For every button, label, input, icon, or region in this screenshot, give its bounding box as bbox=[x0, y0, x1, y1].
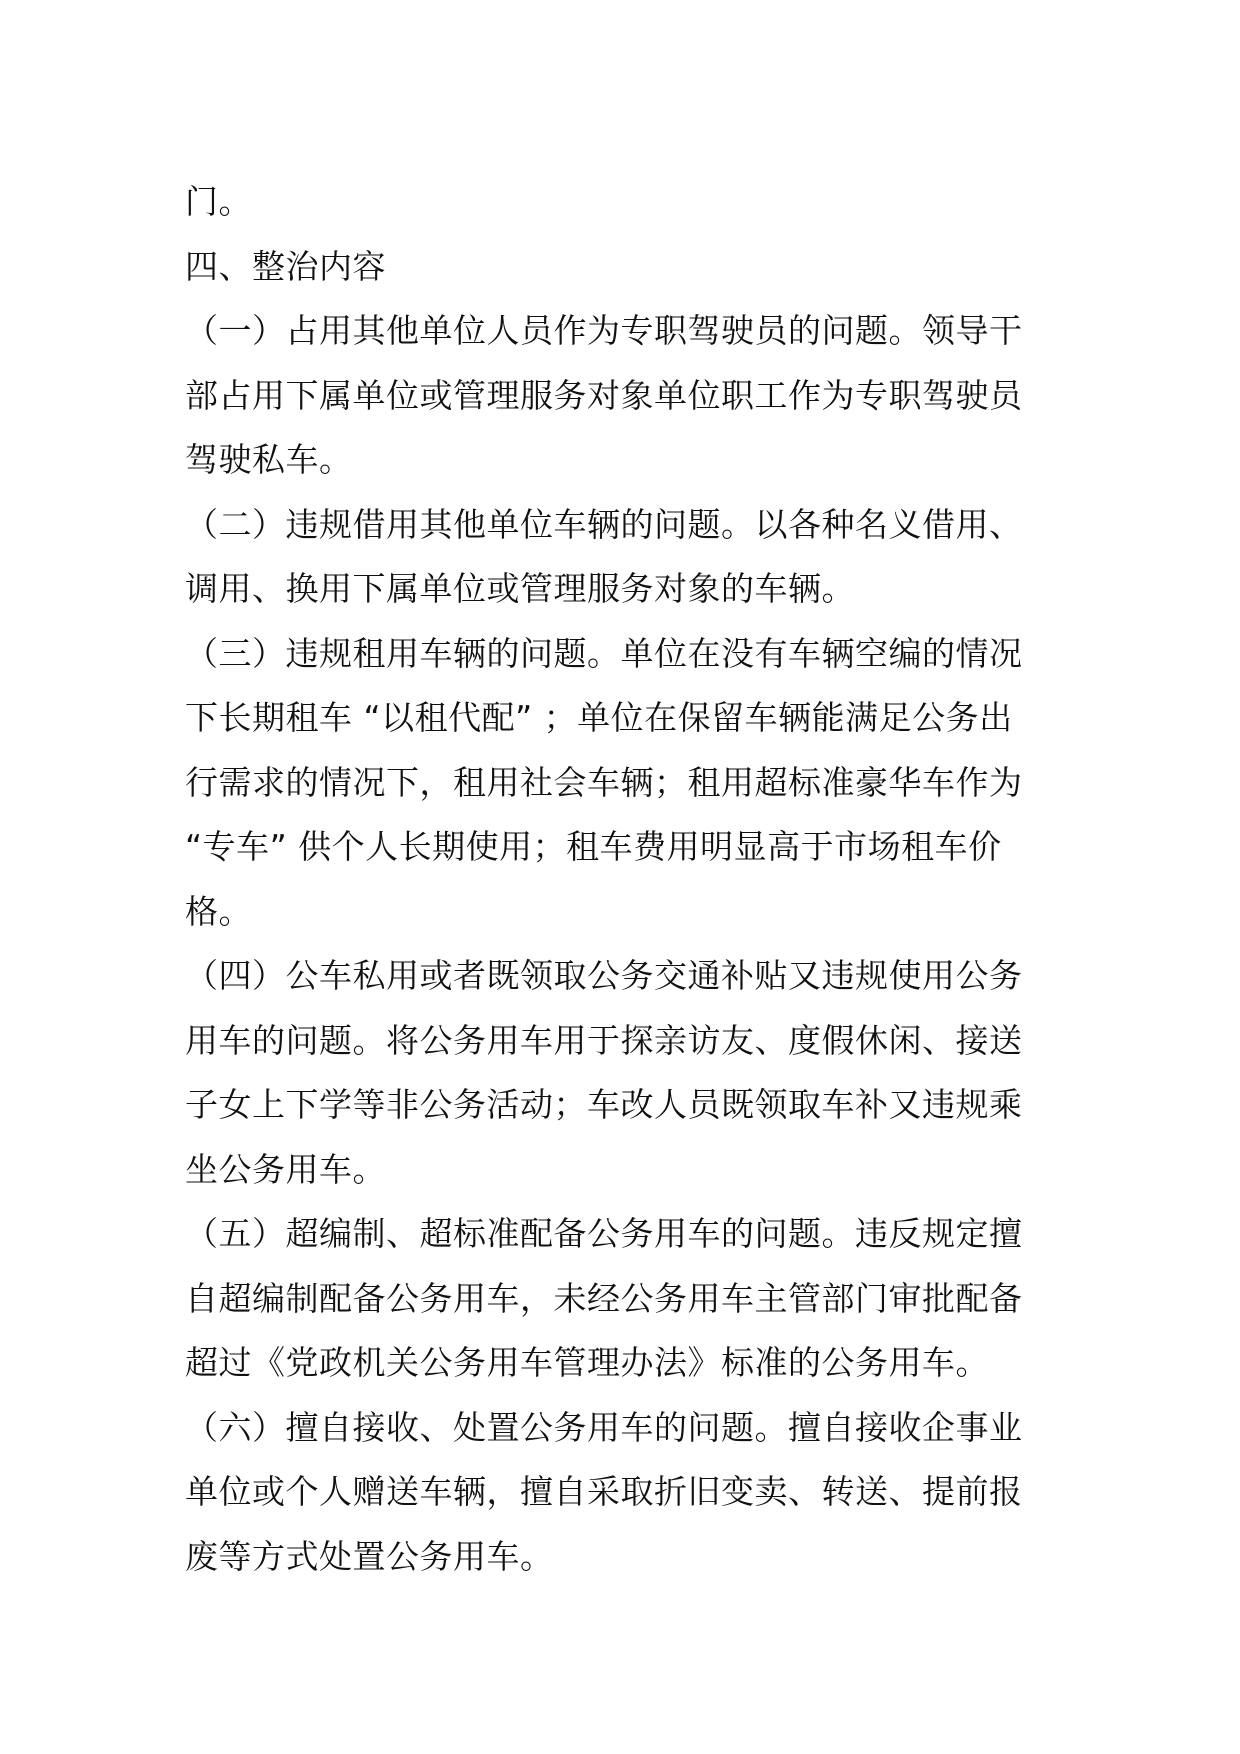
text-line: 用车的问题。将公务用车用于探亲访友、度假休闲、接送 bbox=[185, 1020, 1023, 1060]
text-line: 自超编制配备公务用车，未经公务用车主管部门审批配备 bbox=[185, 1278, 1023, 1318]
text-line: 下长期租车 “以租代配” ；单位在保留车辆能满足公务出 bbox=[185, 698, 1013, 737]
text-line: 格。 bbox=[185, 891, 252, 931]
text-line: 调用、换用下属单位或管理服务对象的车辆。 bbox=[185, 569, 855, 608]
text-line: 门。 bbox=[185, 182, 252, 221]
text-line: （一）占用其他单位人员作为专职驾驶员的问题。领导干 bbox=[185, 311, 1023, 350]
section-heading: 四、整治内容 bbox=[185, 246, 386, 286]
text-line: 废等方式处置公务用车。 bbox=[185, 1536, 554, 1576]
text-line: 行需求的情况下，租用社会车辆；租用超标准豪华车作为 bbox=[185, 762, 1023, 802]
text-line: 超过《党政机关公务用车管理办法》标准的公务用车。 bbox=[185, 1343, 989, 1382]
text-line: （六）擅自接收、处置公务用车的问题。擅自接收企事业 bbox=[185, 1407, 1023, 1447]
text-line: 单位或个人赠送车辆，擅自采取折旧变卖、转送、提前报 bbox=[185, 1472, 1023, 1511]
text-line: 驾驶私车。 bbox=[185, 440, 353, 479]
text-line: 部占用下属单位或管理服务对象单位职工作为专职驾驶员 bbox=[185, 375, 1023, 415]
text-line: （二）违规借用其他单位车辆的问题。以各种名义借用、 bbox=[185, 504, 1023, 544]
text-line: （五）超编制、超标准配备公务用车的问题。违反规定擅 bbox=[185, 1214, 1023, 1253]
document-body bbox=[185, 170, 1065, 1589]
text-line: “专车” 供个人长期使用；租车费用明显高于市场租车价 bbox=[185, 827, 1002, 866]
text-line: 子女上下学等非公务活动；车改人员既领取车补又违规乘 bbox=[185, 1085, 1023, 1124]
text-line: （四）公车私用或者既领取公务交通补贴又违规使用公务 bbox=[185, 956, 1023, 995]
text-line: （三）违规租用车辆的问题。单位在没有车辆空编的情况 bbox=[185, 633, 1023, 673]
text-line: 坐公务用车。 bbox=[185, 1149, 386, 1189]
